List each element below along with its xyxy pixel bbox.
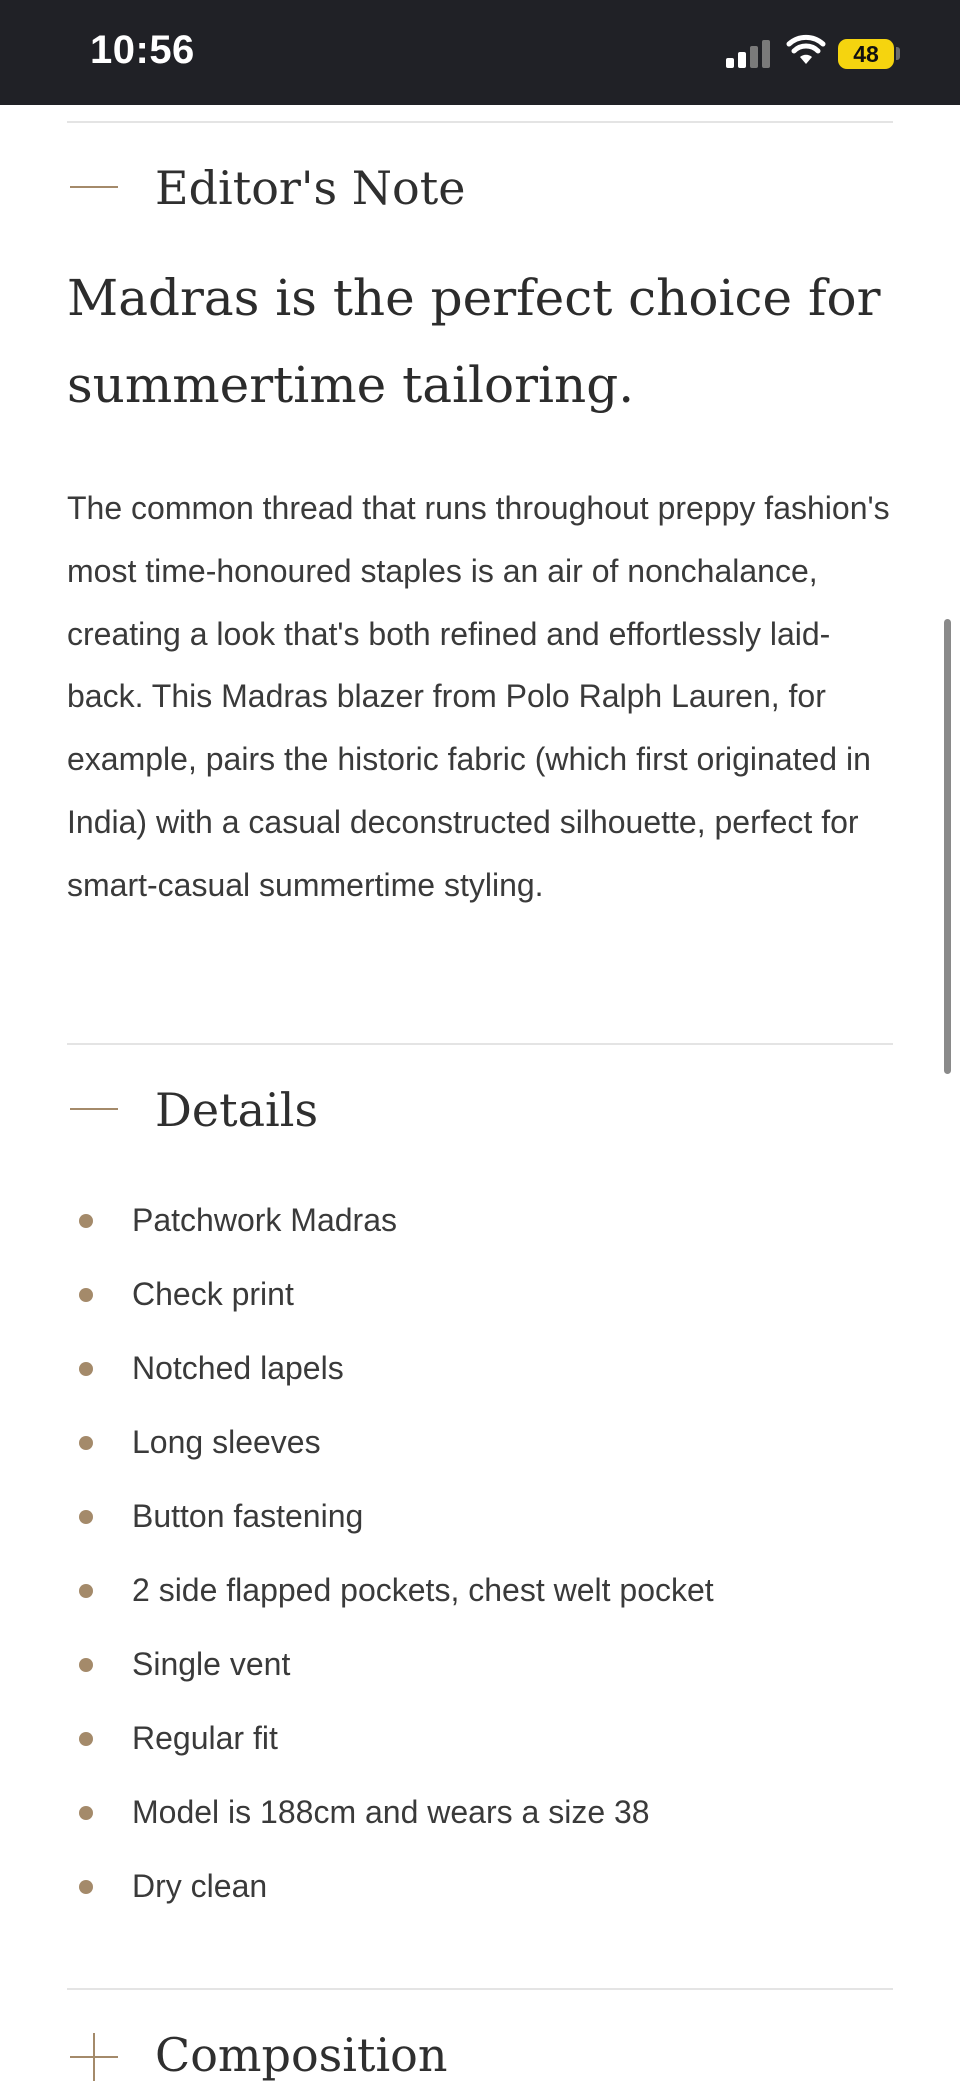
- editors-note-headline: Madras is the perfect choice for summertime tailoring.: [67, 269, 881, 414]
- scrollbar[interactable]: [944, 619, 951, 1074]
- composition-title: Composition: [155, 2028, 448, 2082]
- bullet-icon: [79, 1362, 93, 1376]
- list-item: Button fastening: [67, 1479, 893, 1553]
- bullet-icon: [79, 1510, 93, 1524]
- list-item: Dry clean: [67, 1849, 893, 1923]
- divider: [67, 1043, 893, 1045]
- list-item: Regular fit: [67, 1701, 893, 1775]
- divider: [67, 1988, 893, 1990]
- details-title: Details: [155, 1083, 319, 1137]
- details-header[interactable]: [67, 1080, 893, 1140]
- status-time: 10:56: [90, 28, 195, 72]
- editors-note-body: The common thread that runs throughout preppy fashion's most time-honoured staples is an air of nonchalance, creating a look that's both refined and effortlessly laid-back. This Madras blazer from Polo Ralph Lauren, for example, pairs the historic fabric (which first originated in India) with a casual deconstructed silhouette, perfect for smart-casual summertime styling.: [67, 490, 890, 903]
- list-item: Model is 188cm and wears a size 38: [67, 1775, 893, 1849]
- wifi-icon: [786, 34, 826, 66]
- editors-note-title: Editor's Note: [155, 161, 466, 215]
- list-item: Check print: [67, 1257, 893, 1331]
- list-item: Single vent: [67, 1627, 893, 1701]
- bullet-icon: [79, 1806, 93, 1820]
- list-item: Notched lapels: [67, 1331, 893, 1405]
- composition-header[interactable]: [67, 2025, 893, 2085]
- collapse-dash-icon: [70, 186, 118, 188]
- cellular-signal-icon: [726, 40, 772, 68]
- list-item: Long sleeves: [67, 1405, 893, 1479]
- battery-icon: 48: [838, 39, 894, 69]
- bullet-icon: [79, 1214, 93, 1228]
- bullet-icon: [79, 1288, 93, 1302]
- editors-note-header[interactable]: [67, 158, 893, 218]
- battery-tip: [896, 47, 900, 60]
- bullet-icon: [79, 1658, 93, 1672]
- status-bar: [0, 0, 960, 105]
- bullet-icon: [79, 1880, 93, 1894]
- list-item: Patchwork Madras: [67, 1183, 893, 1257]
- bullet-icon: [79, 1584, 93, 1598]
- details-list: [67, 1183, 893, 1923]
- expand-plus-icon: [70, 2033, 118, 2081]
- bullet-icon: [79, 1436, 93, 1450]
- divider: [67, 121, 893, 123]
- collapse-dash-icon: [70, 1108, 118, 1110]
- list-item: 2 side flapped pockets, chest welt pocket: [67, 1553, 893, 1627]
- bullet-icon: [79, 1732, 93, 1746]
